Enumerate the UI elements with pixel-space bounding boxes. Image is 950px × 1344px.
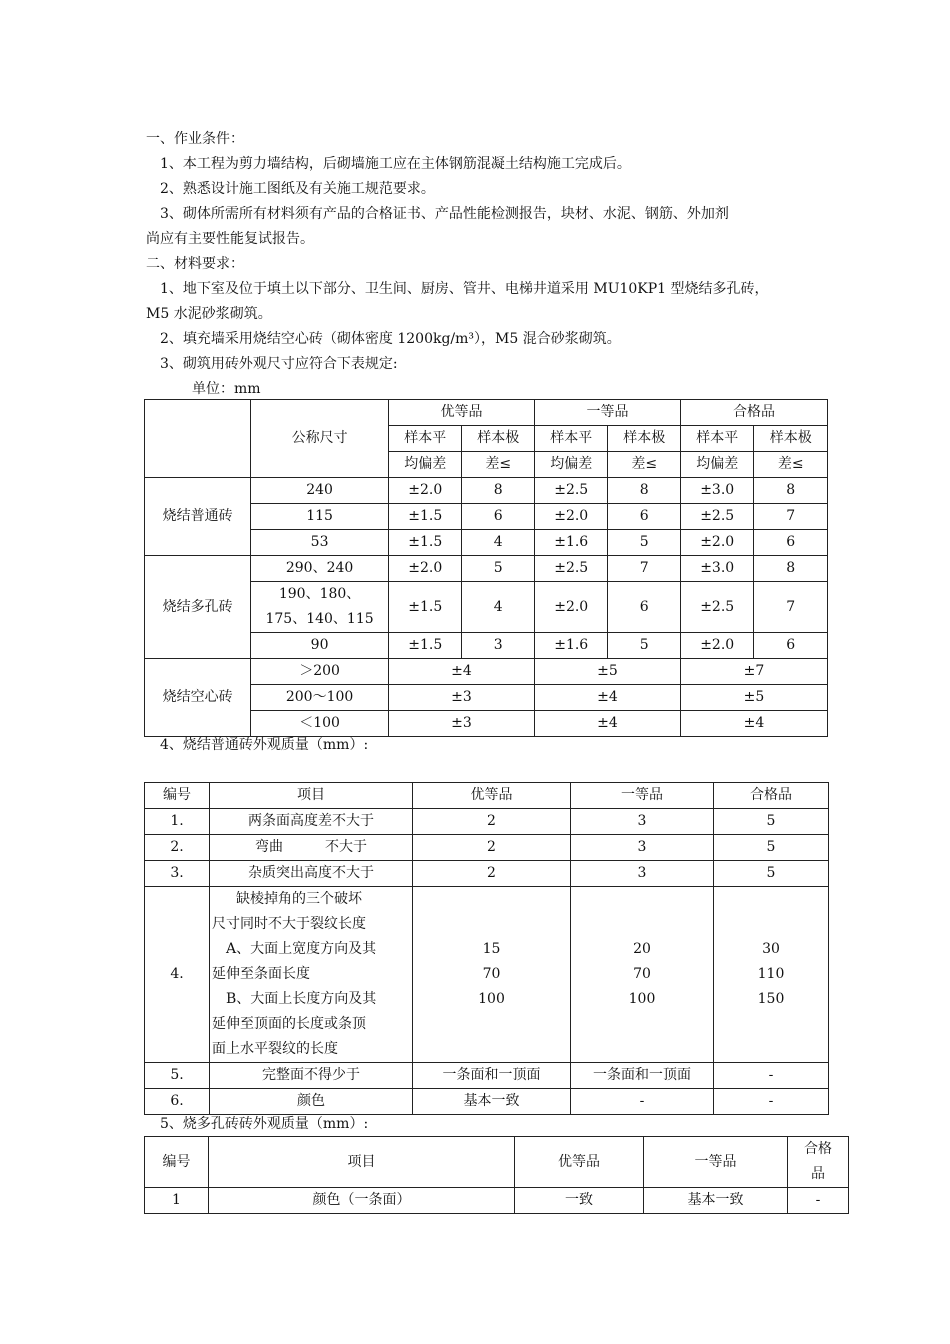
section5-title: 5、烧多孔砖砖外观质量（mm）: — [160, 1116, 369, 1132]
item-line: A、大面上宽度方向及其 — [226, 941, 377, 957]
value-line: 20 — [633, 941, 651, 957]
value-cell: ±5 — [534, 659, 680, 685]
value-cell: ±3.0 — [680, 556, 754, 582]
value-cell: 基本一致 — [644, 1188, 788, 1214]
sub-header-avg: 样本平 — [388, 426, 462, 452]
value-cell: 5 — [714, 835, 829, 861]
value-cell-multiline — [571, 887, 714, 1063]
value-line: 110 — [757, 966, 785, 982]
grade-header-first: 一等品 — [534, 400, 680, 426]
section1-item-3: 3、砌体所需所有材料须有产品的合格证书、产品性能检测报告，块材、水泥、钢筋、外加剂 — [160, 206, 729, 222]
value-cell: ±2.5 — [534, 556, 608, 582]
value-line: 100 — [628, 991, 656, 1007]
value-cell: ±2.5 — [680, 582, 754, 633]
value-cell: - — [571, 1089, 714, 1115]
size-cell: 240 — [251, 478, 389, 504]
section4-title: 4、烧结普通砖外观质量（mm）: — [160, 737, 369, 753]
value-cell: - — [714, 1089, 829, 1115]
item-line: 缺棱掉角的三个破坏 — [236, 891, 362, 907]
item-line: 延伸至条面长度 — [212, 966, 310, 982]
value-cell: ±2.5 — [680, 504, 754, 530]
value-cell: ±3 — [388, 711, 534, 737]
grade-header-qualified: 合格品 — [680, 400, 827, 426]
value-line: 100 — [478, 991, 505, 1007]
size-line-2: 175、140、115 — [265, 611, 374, 627]
value-cell: 3 — [462, 633, 534, 659]
row-no: 5. — [145, 1063, 210, 1089]
header-qualified: 合格品 — [714, 783, 829, 809]
size-cell: 115 — [251, 504, 389, 530]
value-cell: 6 — [608, 582, 680, 633]
value-line: 70 — [482, 966, 501, 982]
value-cell: 2 — [413, 835, 571, 861]
value-cell-multiline — [413, 887, 571, 1063]
row-no: 1 — [145, 1188, 209, 1214]
unit-label: 单位：mm — [192, 381, 261, 397]
header-qualified-line-2: 品 — [811, 1166, 825, 1182]
row-no: 6. — [145, 1089, 210, 1115]
value-cell: - — [788, 1188, 849, 1214]
value-cell: ±1.5 — [388, 633, 462, 659]
value-cell: ±2.5 — [534, 478, 608, 504]
value-cell: ±1.5 — [388, 582, 462, 633]
value-cell: ±4 — [534, 685, 680, 711]
sub-header-avg-2: 均偏差 — [680, 452, 754, 478]
header-no: 编号 — [145, 783, 210, 809]
header-qualified — [788, 1137, 849, 1188]
value-cell: 一条面和一顶面 — [413, 1063, 571, 1089]
item-line: B、大面上长度方向及其 — [226, 991, 377, 1007]
value-cell: 8 — [754, 556, 828, 582]
value-cell: ±2.0 — [680, 633, 754, 659]
section2-item-1: 1、地下室及位于填土以下部分、卫生间、厨房、管井、电梯井道采用 MU10KP1 型烧结多孔砖， — [160, 281, 769, 297]
header-premium: 优等品 — [515, 1137, 644, 1188]
nominal-size-header: 公称尺寸 — [251, 400, 389, 478]
section2-item-2: 2、填充墙采用烧结空心砖（砌体密度 1200kg/m³），M5 混合砂浆砌筑。 — [160, 331, 621, 347]
value-cell: ±2.0 — [388, 478, 462, 504]
value-cell: 7 — [754, 504, 828, 530]
group-name: 烧结多孔砖 — [145, 556, 251, 659]
value-cell: ±4 — [680, 711, 827, 737]
value-cell: 5 — [714, 809, 829, 835]
sub-header-range-2: 差≤ — [608, 452, 680, 478]
sub-header-avg: 样本平 — [534, 426, 608, 452]
value-cell: 一致 — [515, 1188, 644, 1214]
header-no: 编号 — [145, 1137, 209, 1188]
porous-brick-quality-table — [144, 1136, 849, 1214]
section2-item-3: 3、砌筑用砖外观尺寸应符合下表规定: — [160, 356, 398, 372]
value-cell: ±3.0 — [680, 478, 754, 504]
value-cell-multiline — [714, 887, 829, 1063]
group-name: 烧结普通砖 — [145, 478, 251, 556]
sub-header-range-2: 差≤ — [754, 452, 828, 478]
value-cell: ±4 — [388, 659, 534, 685]
value-line: 15 — [482, 941, 501, 957]
ordinary-brick-quality-table — [144, 782, 829, 1115]
value-cell: 6 — [754, 633, 828, 659]
value-cell: 5 — [714, 861, 829, 887]
sub-header-avg: 样本平 — [680, 426, 754, 452]
value-cell: 5 — [608, 530, 680, 556]
row-item: 弯曲 不大于 — [210, 835, 413, 861]
row-item: 颜色（一条面） — [209, 1188, 515, 1214]
sub-header-range: 样本极 — [608, 426, 680, 452]
row-no: 3. — [145, 861, 210, 887]
value-cell: ±2.0 — [534, 504, 608, 530]
header-first: 一等品 — [571, 783, 714, 809]
header-item: 项目 — [209, 1137, 515, 1188]
value-cell: 5 — [462, 556, 534, 582]
grade-header-premium: 优等品 — [388, 400, 534, 426]
value-cell: 8 — [462, 478, 534, 504]
value-cell: 6 — [754, 530, 828, 556]
size-cell: ＞200 — [251, 659, 389, 685]
item-line: 尺寸同时不大于裂纹长度 — [212, 916, 366, 932]
value-line: 30 — [762, 941, 780, 957]
header-first: 一等品 — [644, 1137, 788, 1188]
value-cell: ±1.6 — [534, 530, 608, 556]
row-item: 完整面不得少于 — [210, 1063, 413, 1089]
value-cell: 8 — [608, 478, 680, 504]
value-cell: - — [714, 1063, 829, 1089]
size-cell-multiline — [251, 582, 389, 633]
value-cell: 6 — [462, 504, 534, 530]
size-cell: 290、240 — [251, 556, 389, 582]
value-cell: ±1.6 — [534, 633, 608, 659]
header-premium: 优等品 — [413, 783, 571, 809]
value-cell: 8 — [754, 478, 828, 504]
section2-heading: 二、材料要求： — [146, 256, 244, 272]
value-cell: ±3 — [388, 685, 534, 711]
size-cell: 53 — [251, 530, 389, 556]
row-item-multiline — [210, 887, 413, 1063]
header-item: 项目 — [210, 783, 413, 809]
sub-header-range: 样本极 — [754, 426, 828, 452]
value-cell: 2 — [413, 809, 571, 835]
value-cell: 3 — [571, 835, 714, 861]
value-cell: ±5 — [680, 685, 827, 711]
value-cell: ±7 — [680, 659, 827, 685]
value-cell: 一条面和一顶面 — [571, 1063, 714, 1089]
value-cell: 4 — [462, 530, 534, 556]
row-item: 颜色 — [210, 1089, 413, 1115]
value-line: 70 — [633, 966, 651, 982]
value-cell: 2 — [413, 861, 571, 887]
group-name: 烧结空心砖 — [145, 659, 251, 737]
item-line: 延伸至顶面的长度或条顶 — [212, 1016, 366, 1032]
corner-cell — [145, 400, 251, 478]
header-qualified-line-1: 合格 — [804, 1141, 832, 1157]
value-cell: 7 — [608, 556, 680, 582]
value-line: 150 — [757, 991, 785, 1007]
section2-item-1-cont: M5 水泥砂浆砌筑。 — [146, 306, 272, 322]
brick-size-table — [144, 399, 828, 737]
section1-item-2: 2、熟悉设计施工图纸及有关施工规范要求。 — [160, 181, 435, 197]
value-cell: ±2.0 — [534, 582, 608, 633]
sub-header-avg-2: 均偏差 — [388, 452, 462, 478]
row-item: 杂质突出高度不大于 — [210, 861, 413, 887]
value-cell: 4 — [462, 582, 534, 633]
value-cell: 3 — [571, 861, 714, 887]
size-cell: 200～100 — [251, 685, 389, 711]
value-cell: 7 — [754, 582, 828, 633]
value-cell: ±2.0 — [388, 556, 462, 582]
value-cell: ±2.0 — [680, 530, 754, 556]
value-cell: 5 — [608, 633, 680, 659]
row-item: 两条面高度差不大于 — [210, 809, 413, 835]
row-no: 2. — [145, 835, 210, 861]
section1-heading: 一、作业条件： — [146, 131, 244, 147]
sub-header-range-2: 差≤ — [462, 452, 534, 478]
value-cell: 6 — [608, 504, 680, 530]
sub-header-avg-2: 均偏差 — [534, 452, 608, 478]
size-line-1: 190、180、 — [278, 586, 361, 602]
sub-header-range: 样本极 — [462, 426, 534, 452]
value-cell: ±4 — [534, 711, 680, 737]
section1-item-1: 1、本工程为剪力墙结构，后砌墙施工应在主体钢筋混凝土结构施工完成后。 — [160, 156, 631, 172]
section1-item-3-cont: 尚应有主要性能复试报告。 — [146, 231, 314, 247]
item-line: 面上水平裂纹的长度 — [212, 1041, 338, 1057]
row-no: 4. — [145, 887, 210, 1063]
size-cell: ＜100 — [251, 711, 389, 737]
value-cell: 基本一致 — [413, 1089, 571, 1115]
row-no: 1. — [145, 809, 210, 835]
size-cell: 90 — [251, 633, 389, 659]
value-cell: ±1.5 — [388, 504, 462, 530]
value-cell: ±1.5 — [388, 530, 462, 556]
value-cell: 3 — [571, 809, 714, 835]
